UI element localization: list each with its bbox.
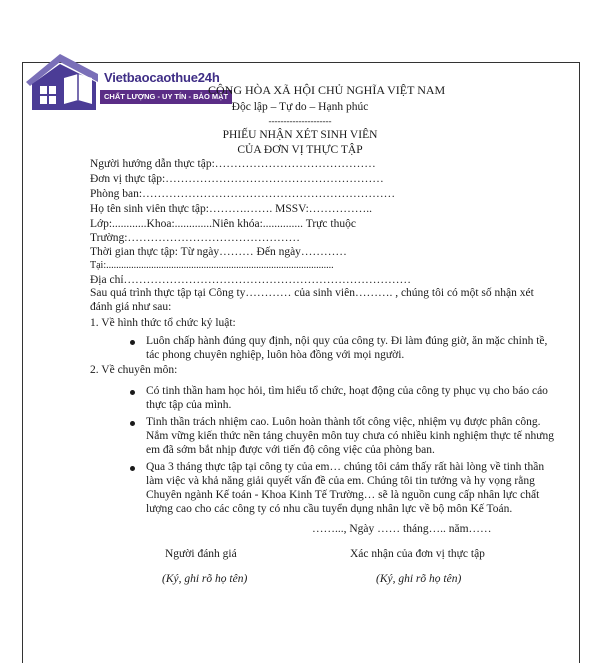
field-school: Trường:……………………………………… xyxy=(90,232,300,244)
evaluator-title: Người đánh giá xyxy=(165,548,237,560)
field-class: Lớp:............Khoa:.............Niên khóa:.............. Trực thuộc xyxy=(90,218,356,230)
section-2-bullet-3: Qua 3 tháng thực tập tại công ty của em… chúng tôi cảm thấy rất hài lòng về tinh thần làm việc và khả năng giải quyết vấn đề của em. Chúng tôi tin tưởng và hy vọng rằng Chuyên ngành Kế toán - Khoa Kinh Tế Trường… sẽ là nguồn cung cấp nhân lực chất lượng cao cho các công ty có nhu cầu tuyển dụng nhân lực về bộ môn Kế Toán. xyxy=(146,461,545,515)
field-address: Địa chỉ………………………………………………………………… xyxy=(90,274,412,286)
field-department: Phòng ban:………………………………………………………… xyxy=(90,188,396,200)
field-location: Tại:........................................................................................... xyxy=(90,260,334,271)
bullet-icon xyxy=(130,390,135,395)
header-divider: --------------------- xyxy=(268,116,332,126)
bullet-icon xyxy=(130,340,135,345)
section-1-heading: 1. Về hình thức tổ chức kỷ luật: xyxy=(90,317,236,329)
bullet-icon xyxy=(130,421,135,426)
brand-tagline: CHẤT LƯỢNG - UY TÍN - BẢO MẬT xyxy=(100,90,232,104)
field-student-name: Họ tên sinh viên thực tập:……….……. MSSV:…………….. xyxy=(90,203,373,215)
field-period: Thời gian thực tập: Từ ngày……… Đến ngày………… xyxy=(90,246,347,258)
page-subtitle: CỦA ĐƠN VỊ THỰC TẬP xyxy=(237,144,363,156)
brand-name: Vietbaocaothue24h xyxy=(104,70,220,85)
field-supervisor: Người hướng dẫn thực tập:…………………………………… xyxy=(90,158,376,170)
page-title: PHIẾU NHẬN XÉT SINH VIÊN xyxy=(222,129,378,141)
date-line: ……..., Ngày …… tháng….. năm…… xyxy=(312,523,492,535)
motto: Độc lập – Tự do – Hạnh phúc xyxy=(231,101,369,113)
evaluator-sign-note: (Ký, ghi rõ họ tên) xyxy=(162,573,248,585)
country-header: CỘNG HÒA XÃ HỘI CHỦ NGHĨA VIỆT NAM xyxy=(208,83,446,97)
section-2-bullet-2: Tinh thần trách nhiệm cao. Luôn hoàn thành tốt công việc, nhiệm vụ được phân công. Nắm vững kiến thức nền tảng chuyên môn tuy chưa có nhiều kinh nghiệm thực tế nhưng em đã sớm bắt nhịp được với tiến độ công việc của phòng ban. xyxy=(146,416,555,456)
section-2-heading: 2. Về chuyên môn: xyxy=(90,364,178,376)
confirmation-sign-note: (Ký, ghi rõ họ tên) xyxy=(376,573,462,585)
confirmation-title: Xác nhận của đơn vị thực tập xyxy=(350,548,485,560)
section-2-bullet-1: Có tinh thần ham học hỏi, tìm hiểu tổ chức, hoạt động của công ty phục vụ cho báo cáo thực tập của mình. xyxy=(146,385,548,411)
section-1-bullet-1: Luôn chấp hành đúng quy định, nội quy của công ty. Đi làm đúng giờ, ăn mặc chỉnh tề, tác phong chuyên nghiệp, luôn hòa đồng với mọi người. xyxy=(146,335,548,361)
field-unit: Đơn vị thực tập:………………………………………………… xyxy=(90,173,384,185)
intro-paragraph: Sau quá trình thực tập tại Công ty………… của sinh viên………. , chúng tôi có một số nhận xét đánh giá như sau: xyxy=(90,287,534,313)
bullet-icon xyxy=(130,466,135,471)
